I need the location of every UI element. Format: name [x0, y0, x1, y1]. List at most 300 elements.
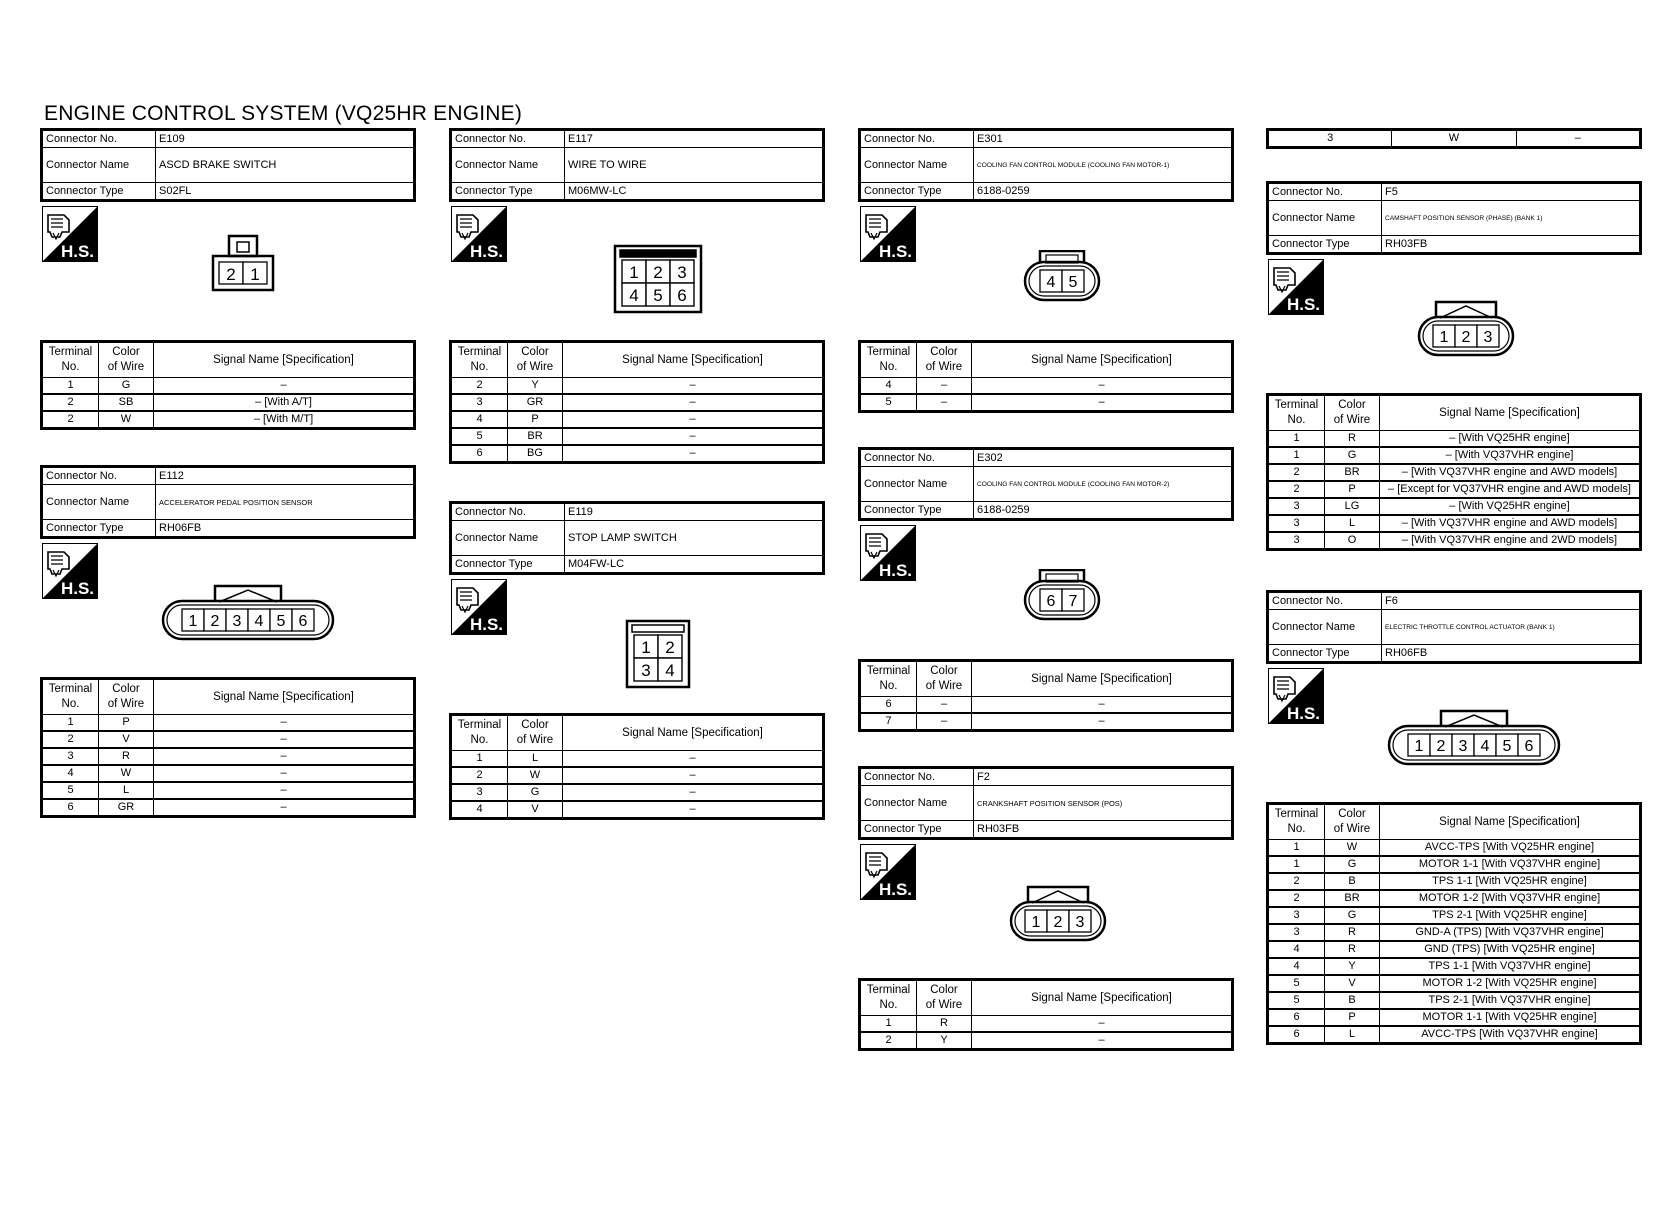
terminal-row	[860, 394, 1233, 412]
connector-face-diagram	[1386, 704, 1562, 766]
signal-name-cell: –	[563, 801, 824, 819]
wire-color-cell: L	[99, 782, 154, 799]
wire-color-cell: B	[1325, 992, 1380, 1009]
wire-color-cell: P	[1325, 481, 1380, 498]
signal-name-cell: –	[154, 765, 415, 782]
wire-color-cell: R	[1325, 924, 1380, 941]
connector-type-label: Connector Type	[860, 502, 974, 520]
signal-name-cell: – [With VQ37VHR engine and 2WD models]	[1380, 532, 1641, 550]
terminal-no-cell: 4	[42, 765, 99, 782]
connector-f6	[1266, 590, 1642, 1040]
connector-name: ELECTRIC THROTTLE CONTROL ACTUATOR (BANK 1)	[1382, 610, 1641, 645]
signal-name-cell: TPS 2-1 [With VQ25HR engine]	[1380, 907, 1641, 924]
connector-type-label: Connector Type	[451, 556, 565, 574]
wire-color-cell: SB	[99, 394, 154, 411]
terminal-table	[40, 340, 416, 430]
signal-name-cell: –	[563, 428, 824, 445]
terminal-no-cell: 7	[860, 713, 917, 731]
pin-number: 2	[226, 265, 236, 284]
terminal-no-header: Terminal No.	[860, 980, 917, 1016]
terminal-no-cell: 3	[1268, 130, 1392, 148]
signal-name-cell: –	[972, 1032, 1233, 1050]
terminal-no-header: Terminal No.	[42, 342, 99, 378]
signal-name-cell: –	[972, 394, 1233, 412]
pin-number: 1	[629, 263, 639, 282]
terminal-no-cell: 3	[451, 394, 508, 411]
wire-color-cell: V	[508, 801, 563, 819]
connector-e109	[40, 128, 416, 425]
harness-side-icon	[860, 525, 916, 581]
terminal-no-cell: 1	[451, 751, 508, 768]
terminal-row	[1268, 481, 1641, 498]
svg-text:H.S.: H.S.	[469, 242, 503, 261]
terminal-table	[449, 713, 825, 820]
signal-name-header: Signal Name [Specification]	[563, 342, 824, 378]
terminal-no-cell: 3	[1268, 907, 1325, 924]
connector-name: WIRE TO WIRE	[565, 148, 824, 183]
wire-color-cell: G	[1325, 447, 1380, 464]
terminal-no-cell: 1	[42, 378, 99, 395]
connector-name-label: Connector Name	[451, 521, 565, 556]
connector-face-diagram	[1022, 569, 1102, 621]
pin-number: 1	[250, 265, 260, 284]
wire-color-cell: G	[1325, 856, 1380, 873]
terminal-no-cell: 6	[1268, 1009, 1325, 1026]
signal-name-header: Signal Name [Specification]	[1380, 395, 1641, 431]
wire-color-cell: –	[917, 697, 972, 714]
connector-no: F6	[1382, 592, 1641, 610]
terminal-row	[1268, 873, 1641, 890]
terminal-row	[451, 784, 824, 801]
color-of-wire-header: Color of Wire	[99, 679, 154, 715]
connector-type: RH03FB	[1382, 236, 1641, 254]
terminal-row	[1268, 130, 1641, 148]
wire-color-cell: W	[1325, 840, 1380, 857]
connector-no: F5	[1382, 183, 1641, 201]
svg-text:H.S.: H.S.	[878, 880, 912, 899]
connector-info	[449, 128, 825, 202]
terminal-row	[451, 411, 824, 428]
pin-number: 3	[1458, 738, 1468, 755]
connector-no-label: Connector No.	[42, 467, 156, 485]
connector-type: M06MW-LC	[565, 183, 824, 201]
svg-text:H.S.: H.S.	[1286, 295, 1320, 314]
wire-color-cell: –	[917, 713, 972, 731]
terminal-row	[1268, 1009, 1641, 1026]
pin-number: 1	[1439, 329, 1449, 346]
wire-color-cell: W	[1392, 130, 1516, 148]
pin-number: 3	[1075, 914, 1085, 931]
pin-number: 4	[665, 661, 675, 680]
connector-name-label: Connector Name	[860, 467, 974, 502]
pin-number: 1	[641, 638, 651, 657]
terminal-no-cell: 3	[1268, 532, 1325, 550]
connector-info	[858, 766, 1234, 840]
terminal-no-cell: 3	[42, 748, 99, 765]
terminal-table	[449, 340, 825, 464]
wire-color-cell: W	[99, 411, 154, 429]
terminal-row	[860, 1032, 1233, 1050]
terminal-no-cell: 3	[1268, 924, 1325, 941]
connector-e302	[858, 447, 1234, 727]
wire-color-cell: BR	[1325, 890, 1380, 907]
connector-face-diagram	[1008, 880, 1108, 942]
signal-name-cell: GND-A (TPS) [With VQ37VHR engine]	[1380, 924, 1641, 941]
pin-number: 2	[1436, 738, 1446, 755]
terminal-row	[42, 782, 415, 799]
terminal-table	[858, 340, 1234, 413]
terminal-row	[451, 394, 824, 411]
color-of-wire-header: Color of Wire	[917, 342, 972, 378]
terminal-row	[451, 445, 824, 463]
connector-type: S02FL	[156, 183, 415, 201]
terminal-no-cell: 2	[1268, 481, 1325, 498]
signal-name-cell: –	[972, 713, 1233, 731]
connector-name: ACCELERATOR PEDAL POSITION SENSOR	[156, 485, 415, 520]
pin-number: 3	[1483, 329, 1493, 346]
connector-name-label: Connector Name	[860, 786, 974, 821]
signal-name-cell: – [With M/T]	[154, 411, 415, 429]
terminal-no-cell: 4	[1268, 958, 1325, 975]
connector-no-label: Connector No.	[1268, 183, 1382, 201]
connector-no-label: Connector No.	[42, 130, 156, 148]
terminal-row	[1268, 464, 1641, 481]
terminal-row	[860, 697, 1233, 714]
signal-name-header: Signal Name [Specification]	[563, 715, 824, 751]
color-of-wire-header: Color of Wire	[917, 980, 972, 1016]
signal-name-cell: –	[972, 697, 1233, 714]
signal-name-cell: –	[563, 784, 824, 801]
terminal-no-cell: 5	[42, 782, 99, 799]
pin-number: 4	[254, 613, 264, 630]
connector-info	[1266, 590, 1642, 664]
connector-e112	[40, 465, 416, 813]
connector-name: CRANKSHAFT POSITION SENSOR (POS)	[974, 786, 1233, 821]
signal-name-cell: TPS 1-1 [With VQ37VHR engine]	[1380, 958, 1641, 975]
wire-color-cell: LG	[1325, 498, 1380, 515]
pin-number: 6	[1046, 593, 1056, 610]
wire-color-cell: G	[508, 784, 563, 801]
terminal-no-cell: 5	[1268, 975, 1325, 992]
connector-name: CAMSHAFT POSITION SENSOR (PHASE) (BANK 1)	[1382, 201, 1641, 236]
terminal-row	[1268, 958, 1641, 975]
connector-no: E119	[565, 503, 824, 521]
terminal-row	[1268, 1026, 1641, 1044]
pin-number: 2	[653, 263, 663, 282]
connector-name: COOLING FAN CONTROL MODULE (COOLING FAN MOTOR-2)	[974, 467, 1233, 502]
terminal-no-cell: 2	[451, 767, 508, 784]
signal-name-cell: –	[972, 1016, 1233, 1033]
wire-color-cell: –	[917, 378, 972, 395]
wire-color-cell: Y	[508, 378, 563, 395]
page-title: ENGINE CONTROL SYSTEM (VQ25HR ENGINE)	[44, 102, 523, 125]
connector-no-label: Connector No.	[860, 449, 974, 467]
terminal-no-cell: 4	[1268, 941, 1325, 958]
wire-color-cell: P	[1325, 1009, 1380, 1026]
signal-name-cell: –	[154, 799, 415, 817]
pin-number: 4	[1046, 274, 1056, 291]
terminal-row	[1268, 856, 1641, 873]
pin-number: 2	[665, 638, 675, 657]
svg-text:H.S.: H.S.	[878, 561, 912, 580]
terminal-row	[451, 428, 824, 445]
terminal-no-header: Terminal No.	[1268, 395, 1325, 431]
connector-type: 6188-0259	[974, 183, 1233, 201]
connector-f2-continued	[1266, 128, 1642, 149]
pin-number: 3	[232, 613, 242, 630]
svg-text:H.S.: H.S.	[878, 242, 912, 261]
signal-name-cell: – [With A/T]	[154, 394, 415, 411]
terminal-no-cell: 6	[860, 697, 917, 714]
connector-info	[858, 128, 1234, 202]
wire-color-cell: L	[1325, 515, 1380, 532]
connector-no-label: Connector No.	[1268, 592, 1382, 610]
terminal-no-header: Terminal No.	[451, 715, 508, 751]
connector-no-label: Connector No.	[451, 503, 565, 521]
pin-number: 3	[641, 661, 651, 680]
connector-no: E112	[156, 467, 415, 485]
connector-name-label: Connector Name	[1268, 201, 1382, 236]
connector-type-label: Connector Type	[860, 821, 974, 839]
terminal-row	[42, 715, 415, 732]
terminal-row	[451, 801, 824, 819]
signal-name-cell: –	[972, 378, 1233, 395]
wire-color-cell: L	[508, 751, 563, 768]
connector-info	[858, 447, 1234, 521]
connector-type: M04FW-LC	[565, 556, 824, 574]
connector-info	[1266, 181, 1642, 255]
svg-text:H.S.: H.S.	[469, 615, 503, 634]
wire-color-cell: O	[1325, 532, 1380, 550]
connector-name-label: Connector Name	[42, 485, 156, 520]
wire-color-cell: Y	[917, 1032, 972, 1050]
terminal-row	[1268, 924, 1641, 941]
pin-number: 5	[1502, 738, 1512, 755]
signal-name-cell: –	[563, 411, 824, 428]
signal-name-cell: –	[563, 394, 824, 411]
terminal-no-cell: 2	[1268, 873, 1325, 890]
signal-name-cell: – [With VQ37VHR engine and AWD models]	[1380, 515, 1641, 532]
terminal-table	[1266, 802, 1642, 1045]
pin-number: 6	[298, 613, 308, 630]
terminal-no-cell: 2	[42, 394, 99, 411]
terminal-row	[1268, 431, 1641, 448]
signal-name-header: Signal Name [Specification]	[154, 342, 415, 378]
color-of-wire-header: Color of Wire	[1325, 804, 1380, 840]
pin-number: 7	[1068, 593, 1078, 610]
signal-name-cell: –	[154, 782, 415, 799]
connector-e301	[858, 128, 1234, 408]
terminal-no-cell: 4	[451, 411, 508, 428]
connector-face-diagram	[1022, 250, 1102, 302]
wire-color-cell: G	[1325, 907, 1380, 924]
wire-color-cell: –	[917, 394, 972, 412]
signal-name-cell: –	[563, 445, 824, 463]
connector-type-label: Connector Type	[42, 183, 156, 201]
terminal-no-cell: 1	[860, 1016, 917, 1033]
pin-number: 5	[653, 286, 663, 305]
connector-name-label: Connector Name	[42, 148, 156, 183]
terminal-row	[1268, 447, 1641, 464]
terminal-no-header: Terminal No.	[860, 342, 917, 378]
pin-number: 1	[1414, 738, 1424, 755]
signal-name-header: Signal Name [Specification]	[972, 342, 1233, 378]
pin-number: 1	[1031, 914, 1041, 931]
connector-type-label: Connector Type	[1268, 645, 1382, 663]
connector-no: F2	[974, 768, 1233, 786]
terminal-no-cell: 6	[451, 445, 508, 463]
terminal-no-header: Terminal No.	[1268, 804, 1325, 840]
connector-face-diagram	[160, 579, 336, 641]
connector-face-diagram	[625, 611, 691, 689]
wire-color-cell: W	[508, 767, 563, 784]
connector-f2	[858, 766, 1234, 1046]
wire-color-cell: V	[1325, 975, 1380, 992]
pin-number: 6	[1524, 738, 1534, 755]
terminal-no-cell: 5	[860, 394, 917, 412]
connector-type-label: Connector Type	[1268, 236, 1382, 254]
signal-name-cell: – [With VQ37VHR engine]	[1380, 447, 1641, 464]
terminal-no-cell: 6	[42, 799, 99, 817]
color-of-wire-header: Color of Wire	[508, 342, 563, 378]
connector-name-label: Connector Name	[1268, 610, 1382, 645]
connector-face-diagram	[1416, 295, 1516, 357]
color-of-wire-header: Color of Wire	[917, 661, 972, 697]
wire-color-cell: R	[917, 1016, 972, 1033]
connector-type: 6188-0259	[974, 502, 1233, 520]
terminal-row	[1268, 840, 1641, 857]
signal-name-cell: –	[154, 748, 415, 765]
terminal-row	[1268, 890, 1641, 907]
color-of-wire-header: Color of Wire	[508, 715, 563, 751]
terminal-no-cell: 6	[1268, 1026, 1325, 1044]
pin-number: 1	[188, 613, 198, 630]
terminal-no-cell: 4	[860, 378, 917, 395]
terminal-row	[42, 799, 415, 817]
terminal-row	[1268, 515, 1641, 532]
harness-side-icon	[1268, 668, 1324, 724]
terminal-no-header: Terminal No.	[860, 661, 917, 697]
connector-no: E302	[974, 449, 1233, 467]
signal-name-cell: GND (TPS) [With VQ25HR engine]	[1380, 941, 1641, 958]
harness-side-icon	[451, 206, 507, 262]
connector-e117	[449, 128, 825, 459]
signal-name-cell: –	[154, 378, 415, 395]
connector-type: RH03FB	[974, 821, 1233, 839]
terminal-no-cell: 2	[451, 378, 508, 395]
terminal-table-continued	[1266, 128, 1642, 149]
wire-color-cell: V	[99, 731, 154, 748]
signal-name-cell: – [With VQ25HR engine]	[1380, 498, 1641, 515]
pin-number: 4	[1480, 738, 1490, 755]
wire-color-cell: GR	[508, 394, 563, 411]
wire-color-cell: R	[1325, 431, 1380, 448]
connector-no-label: Connector No.	[451, 130, 565, 148]
svg-text:H.S.: H.S.	[1286, 704, 1320, 723]
terminal-no-cell: 3	[1268, 515, 1325, 532]
connector-no: E117	[565, 130, 824, 148]
terminal-row	[42, 394, 415, 411]
signal-name-cell: MOTOR 1-2 [With VQ37VHR engine]	[1380, 890, 1641, 907]
terminal-row	[1268, 992, 1641, 1009]
terminal-no-cell: 1	[1268, 840, 1325, 857]
wire-color-cell: GR	[99, 799, 154, 817]
connector-f5	[1266, 181, 1642, 546]
wire-color-cell: P	[508, 411, 563, 428]
signal-name-cell: AVCC-TPS [With VQ25HR engine]	[1380, 840, 1641, 857]
harness-side-icon	[451, 579, 507, 635]
harness-side-icon	[1268, 259, 1324, 315]
terminal-no-cell: 2	[860, 1032, 917, 1050]
terminal-table	[858, 659, 1234, 732]
terminal-row	[860, 378, 1233, 395]
connector-type-label: Connector Type	[860, 183, 974, 201]
signal-name-cell: MOTOR 1-2 [With VQ25HR engine]	[1380, 975, 1641, 992]
terminal-no-cell: 2	[1268, 890, 1325, 907]
terminal-no-cell: 1	[1268, 431, 1325, 448]
signal-name-cell: AVCC-TPS [With VQ37VHR engine]	[1380, 1026, 1641, 1044]
wire-color-cell: BG	[508, 445, 563, 463]
pin-number: 4	[629, 286, 639, 305]
color-of-wire-header: Color of Wire	[1325, 395, 1380, 431]
wire-color-cell: R	[99, 748, 154, 765]
pin-number: 3	[677, 263, 687, 282]
terminal-row	[1268, 907, 1641, 924]
pin-number: 5	[1068, 274, 1078, 291]
terminal-row	[42, 731, 415, 748]
terminal-row	[451, 378, 824, 395]
connector-type-label: Connector Type	[451, 183, 565, 201]
pin-number: 6	[677, 286, 687, 305]
harness-side-icon	[42, 543, 98, 599]
wire-color-cell: BR	[508, 428, 563, 445]
harness-side-icon	[860, 206, 916, 262]
signal-name-header: Signal Name [Specification]	[1380, 804, 1641, 840]
wire-color-cell: R	[1325, 941, 1380, 958]
connector-face-diagram	[208, 230, 278, 292]
svg-text:H.S.: H.S.	[60, 242, 94, 261]
connector-no-label: Connector No.	[860, 768, 974, 786]
wire-color-cell: BR	[1325, 464, 1380, 481]
signal-name-header: Signal Name [Specification]	[972, 980, 1233, 1016]
terminal-no-cell: 1	[1268, 856, 1325, 873]
connector-name-label: Connector Name	[451, 148, 565, 183]
terminal-row	[451, 751, 824, 768]
pin-number: 2	[1461, 329, 1471, 346]
terminal-row	[860, 1016, 1233, 1033]
wire-color-cell: G	[99, 378, 154, 395]
terminal-row	[451, 767, 824, 784]
terminal-no-cell: 1	[42, 715, 99, 732]
signal-name-cell: –	[154, 715, 415, 732]
terminal-table	[858, 978, 1234, 1051]
signal-name-header: Signal Name [Specification]	[154, 679, 415, 715]
color-of-wire-header: Color of Wire	[99, 342, 154, 378]
terminal-row	[860, 713, 1233, 731]
terminal-row	[1268, 941, 1641, 958]
terminal-no-cell: 1	[1268, 447, 1325, 464]
terminal-no-header: Terminal No.	[451, 342, 508, 378]
signal-name-cell: –	[154, 731, 415, 748]
terminal-table	[1266, 393, 1642, 551]
harness-side-icon	[860, 844, 916, 900]
signal-name-cell: –	[1516, 130, 1640, 148]
signal-name-cell: –	[563, 751, 824, 768]
signal-name-cell: TPS 1-1 [With VQ25HR engine]	[1380, 873, 1641, 890]
connector-info	[40, 465, 416, 539]
terminal-row	[1268, 975, 1641, 992]
signal-name-header: Signal Name [Specification]	[972, 661, 1233, 697]
